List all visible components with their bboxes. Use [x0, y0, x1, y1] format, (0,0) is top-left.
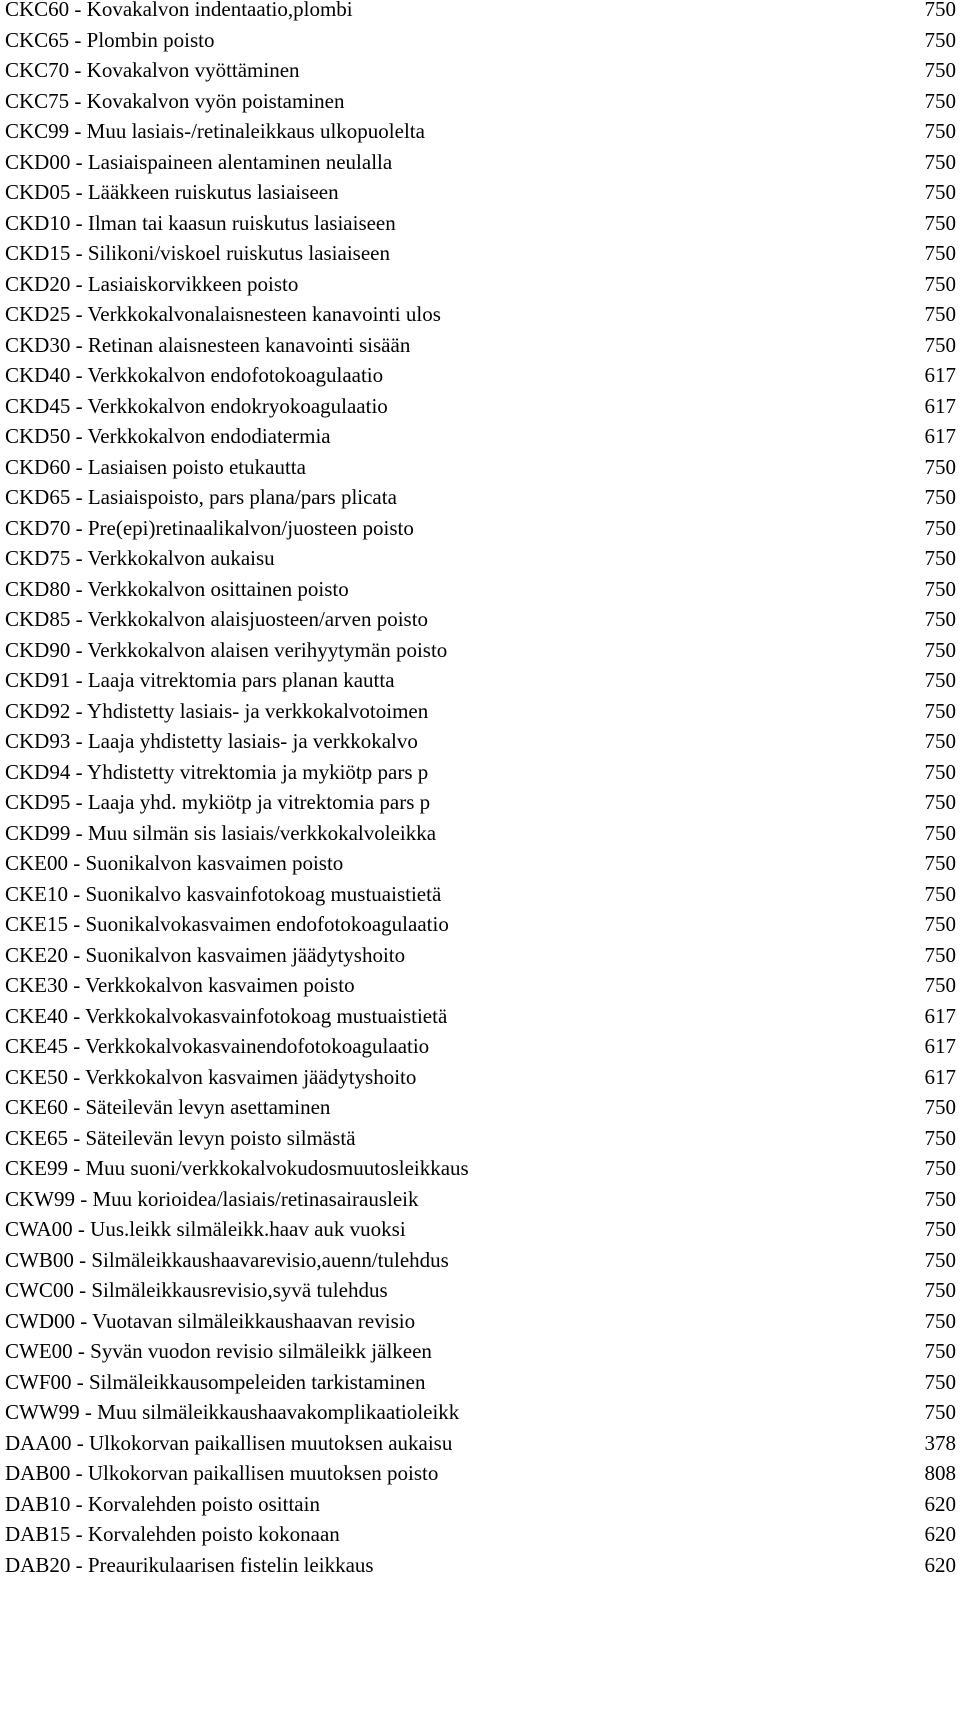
- procedure-description: CKE15 - Suonikalvokasvaimen endofotokoagulaatio: [5, 912, 449, 936]
- table-row: [0, 330, 960, 361]
- procedure-price: 750: [924, 881, 956, 906]
- table-row: [0, 1001, 960, 1032]
- table-row: [0, 1275, 960, 1306]
- procedure-price: 750: [924, 27, 956, 52]
- procedure-description: CKD80 - Verkkokalvon osittainen poisto: [5, 576, 349, 601]
- procedure-price: 750: [924, 1400, 956, 1424]
- procedure-description: CKD05 - Lääkkeen ruiskutus lasiaiseen: [5, 180, 339, 204]
- procedure-price: 750: [924, 454, 956, 479]
- procedure-description: CKC65 - Plombin poisto: [5, 27, 215, 52]
- procedure-description: CKD00 - Lasiaispaineen alentaminen neulalla: [5, 149, 393, 174]
- procedure-description: DAB10 - Korvalehden poisto osittain: [5, 1491, 320, 1516]
- procedure-price: 750: [924, 1339, 956, 1363]
- procedure-description: CWF00 - Silmäleikkausompeleiden tarkistaminen: [5, 1369, 426, 1394]
- procedure-description: CKD93 - Laaja yhdistetty lasiais- ja verkkokalvo: [5, 729, 418, 753]
- table-row: [0, 421, 960, 452]
- procedure-description: CKD91 - Laaja vitrektomia pars planan kautta: [5, 668, 395, 692]
- table-row: [0, 177, 960, 208]
- procedure-price: 750: [924, 271, 956, 296]
- procedure-price: 750: [924, 942, 956, 967]
- table-row: [0, 604, 960, 635]
- procedure-price: 750: [924, 546, 956, 570]
- procedure-description: DAB00 - Ulkokorvan paikallisen muutoksen poisto: [5, 1461, 439, 1485]
- table-row: [0, 1428, 960, 1459]
- table-row: [0, 116, 960, 147]
- procedure-description: CKD99 - Muu silmän sis lasiais/verkkokalvoleikka: [5, 820, 437, 845]
- procedure-price: 750: [924, 576, 956, 601]
- table-row: [0, 238, 960, 269]
- procedure-price: 750: [924, 1217, 956, 1241]
- table-row: [0, 0, 960, 25]
- table-row: [0, 1489, 960, 1520]
- procedure-description: CKE20 - Suonikalvon kasvaimen jäädytyshoito: [5, 942, 406, 967]
- table-row: [0, 696, 960, 727]
- table-row: [0, 909, 960, 940]
- procedure-price: 750: [924, 637, 956, 662]
- procedure-price: 750: [924, 668, 956, 692]
- procedure-price: 750: [924, 1369, 956, 1394]
- procedure-price: 750: [924, 1278, 956, 1302]
- table-row: [0, 208, 960, 239]
- procedure-price: 808: [924, 1461, 956, 1485]
- procedure-price: 750: [924, 1156, 956, 1180]
- procedure-price: 750: [924, 729, 956, 753]
- procedure-description: CKE50 - Verkkokalvon kasvaimen jäädytyshoito: [5, 1064, 417, 1089]
- procedure-price: 750: [924, 759, 956, 784]
- procedure-price: 617: [924, 1064, 956, 1089]
- table-row: [0, 513, 960, 544]
- procedure-price: 617: [924, 363, 956, 387]
- procedure-price: 750: [924, 210, 956, 235]
- table-row: [0, 1031, 960, 1062]
- procedure-price: 750: [924, 515, 956, 540]
- procedure-price: 750: [924, 698, 956, 723]
- table-row: [0, 1336, 960, 1367]
- procedure-description: CWC00 - Silmäleikkausrevisio,syvä tulehdus: [5, 1278, 388, 1302]
- procedure-price: 750: [924, 0, 956, 21]
- table-row: [0, 86, 960, 117]
- table-row: [0, 1153, 960, 1184]
- procedure-description: CKD50 - Verkkokalvon endodiatermia: [5, 424, 331, 448]
- table-row: [0, 818, 960, 849]
- procedure-price: 620: [924, 1522, 956, 1546]
- procedure-description: CKD25 - Verkkokalvonalaisnesteen kanavointi ulos: [5, 302, 441, 326]
- procedure-description: CKD65 - Lasiaispoisto, pars plana/pars plicata: [5, 485, 397, 509]
- procedure-price: 750: [924, 1186, 956, 1211]
- procedure-price: 620: [924, 1491, 956, 1516]
- procedure-description: CKE45 - Verkkokalvokasvainendofotokoagulaatio: [5, 1034, 430, 1058]
- table-row: [0, 269, 960, 300]
- procedure-description: CKC60 - Kovakalvon indentaatio,plombi: [5, 0, 353, 21]
- procedure-price: 617: [924, 393, 956, 418]
- procedure-price: 750: [924, 485, 956, 509]
- procedure-price: 378: [924, 1430, 956, 1455]
- procedure-price: 750: [924, 88, 956, 113]
- table-row: [0, 1092, 960, 1123]
- procedure-description: CWE00 - Syvän vuodon revisio silmäleikk jälkeen: [5, 1339, 432, 1363]
- procedure-description: CKD94 - Yhdistetty vitrektomia ja mykiötp pars p: [5, 759, 429, 784]
- table-row: [0, 970, 960, 1001]
- procedure-price: 750: [924, 241, 956, 265]
- procedure-description: CKD45 - Verkkokalvon endokryokoagulaatio: [5, 393, 388, 418]
- procedure-description: CKD85 - Verkkokalvon alaisjuosteen/arven poisto: [5, 607, 429, 631]
- procedure-price: 750: [924, 1308, 956, 1333]
- table-row: [0, 787, 960, 818]
- table-row: [0, 879, 960, 910]
- procedure-description: CKD90 - Verkkokalvon alaisen verihyytymän poisto: [5, 637, 448, 662]
- procedure-description: CWA00 - Uus.leikk silmäleikk.haav auk vuoksi: [5, 1217, 406, 1241]
- procedure-description: CKE65 - Säteilevän levyn poisto silmästä: [5, 1125, 356, 1150]
- procedure-description: CKD60 - Lasiaisen poisto etukautta: [5, 454, 306, 479]
- procedure-price: 617: [924, 1003, 956, 1028]
- procedure-price: 617: [924, 424, 956, 448]
- procedure-price: 750: [924, 790, 956, 814]
- procedure-description: CKD30 - Retinan alaisnesteen kanavointi sisään: [5, 332, 411, 357]
- table-row: [0, 452, 960, 483]
- procedure-description: CKD70 - Pre(epi)retinaalikalvon/juosteen poisto: [5, 515, 414, 540]
- procedure-description: CKC75 - Kovakalvon vyön poistaminen: [5, 88, 345, 113]
- table-row: [0, 147, 960, 178]
- procedure-price: 750: [924, 607, 956, 631]
- procedure-description: CWW99 - Muu silmäleikkaushaavakomplikaatioleikk: [5, 1400, 460, 1424]
- procedure-price: 750: [924, 1247, 956, 1272]
- table-row: [0, 757, 960, 788]
- table-row: [0, 1397, 960, 1428]
- procedure-description: CKW99 - Muu korioidea/lasiais/retinasairausleik: [5, 1186, 419, 1211]
- procedure-description: CKC99 - Muu lasiais-/retinaleikkaus ulkopuolelta: [5, 119, 425, 143]
- procedure-description: DAB15 - Korvalehden poisto kokonaan: [5, 1522, 340, 1546]
- table-row: [0, 574, 960, 605]
- table-row: [0, 55, 960, 86]
- procedure-price: 620: [924, 1552, 956, 1577]
- table-row: [0, 1123, 960, 1154]
- procedure-description: CWB00 - Silmäleikkaushaavarevisio,auenn/tulehdus: [5, 1247, 449, 1272]
- procedure-description: CKE30 - Verkkokalvon kasvaimen poisto: [5, 973, 355, 997]
- procedure-price: 750: [924, 851, 956, 875]
- procedure-description: CKD40 - Verkkokalvon endofotokoagulaatio: [5, 363, 384, 387]
- procedure-price: 750: [924, 820, 956, 845]
- procedure-price: 750: [924, 1125, 956, 1150]
- table-row: [0, 1062, 960, 1093]
- procedure-description: CKC70 - Kovakalvon vyöttäminen: [5, 58, 300, 82]
- procedure-price: 750: [924, 1095, 956, 1119]
- procedure-price: 617: [924, 1034, 956, 1058]
- procedure-description: CKE40 - Verkkokalvokasvainfotokoag mustuaistietä: [5, 1003, 448, 1028]
- table-row: [0, 1184, 960, 1215]
- procedure-price: 750: [924, 332, 956, 357]
- table-row: [0, 848, 960, 879]
- procedure-description: CKD15 - Silikoni/viskoel ruiskutus lasiaiseen: [5, 241, 390, 265]
- procedure-description: CKE10 - Suonikalvo kasvainfotokoag mustuaistietä: [5, 881, 442, 906]
- procedure-price: 750: [924, 973, 956, 997]
- procedure-description: CKD20 - Lasiaiskorvikkeen poisto: [5, 271, 299, 296]
- procedure-description: CWD00 - Vuotavan silmäleikkaushaavan revisio: [5, 1308, 416, 1333]
- table-row: [0, 665, 960, 696]
- procedure-description: CKD92 - Yhdistetty lasiais- ja verkkokalvotoimen: [5, 698, 429, 723]
- table-row: [0, 1245, 960, 1276]
- procedure-description: CKE60 - Säteilevän levyn asettaminen: [5, 1095, 331, 1119]
- table-row: [0, 1306, 960, 1337]
- table-row: [0, 1367, 960, 1398]
- table-row: [0, 391, 960, 422]
- table-row: [0, 1458, 960, 1489]
- procedure-price: 750: [924, 119, 956, 143]
- procedure-price: 750: [924, 302, 956, 326]
- table-row: [0, 360, 960, 391]
- procedure-price: 750: [924, 180, 956, 204]
- table-row: [0, 1214, 960, 1245]
- table-row: [0, 1550, 960, 1581]
- table-row: [0, 635, 960, 666]
- procedure-price: 750: [924, 912, 956, 936]
- table-row: [0, 940, 960, 971]
- procedure-price: 750: [924, 58, 956, 82]
- table-row: [0, 1519, 960, 1550]
- procedure-description: CKE00 - Suonikalvon kasvaimen poisto: [5, 851, 344, 875]
- procedure-description: DAA00 - Ulkokorvan paikallisen muutoksen aukaisu: [5, 1430, 453, 1455]
- procedure-description: DAB20 - Preaurikulaarisen fistelin leikkaus: [5, 1552, 374, 1577]
- procedure-description: CKD10 - Ilman tai kaasun ruiskutus lasiaiseen: [5, 210, 396, 235]
- table-row: [0, 25, 960, 56]
- table-row: [0, 482, 960, 513]
- table-row: [0, 543, 960, 574]
- procedure-price: 750: [924, 149, 956, 174]
- table-row: [0, 726, 960, 757]
- procedure-description: CKD75 - Verkkokalvon aukaisu: [5, 546, 275, 570]
- procedure-description: CKE99 - Muu suoni/verkkokalvokudosmuutosleikkaus: [5, 1156, 469, 1180]
- procedure-description: CKD95 - Laaja yhd. mykiötp ja vitrektomia pars p: [5, 790, 431, 814]
- table-row: [0, 299, 960, 330]
